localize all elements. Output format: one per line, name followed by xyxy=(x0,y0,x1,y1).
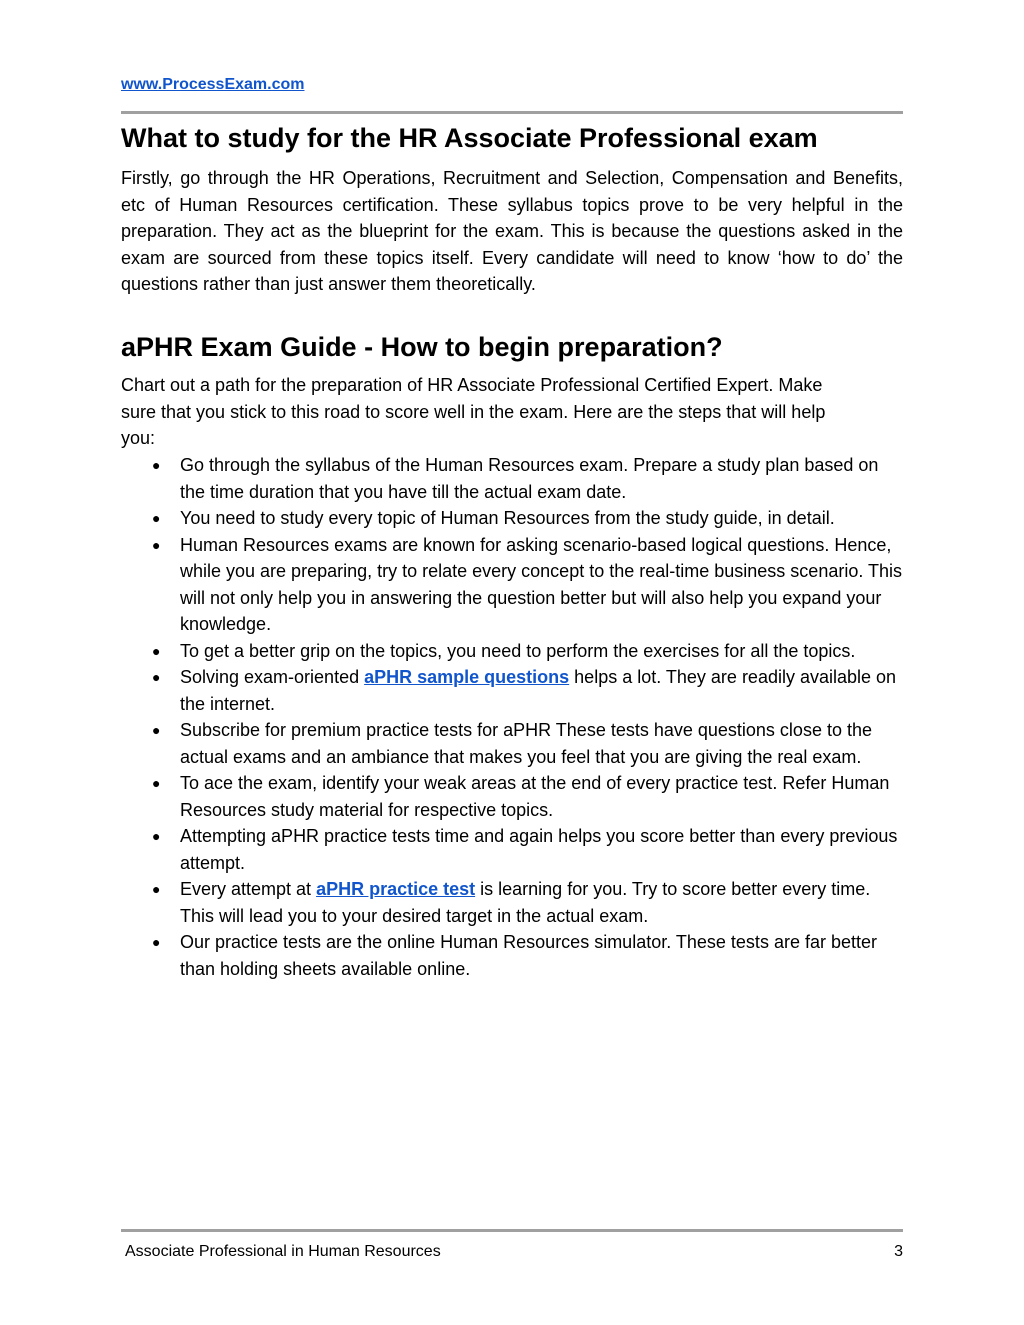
list-item-text: Our practice tests are the online Human Resources simulator. These tests are far better than holding sheets available online. xyxy=(180,932,877,979)
list-item xyxy=(121,638,903,665)
section-heading-what-to-study: What to study for the HR Associate Professional exam xyxy=(121,123,818,153)
list-item-text: Go through the syllabus of the Human Resources exam. Prepare a study plan based on the time duration that you have till the actual exam date. xyxy=(180,455,879,502)
bullet-icon: ● xyxy=(152,934,161,950)
bullet-icon: ● xyxy=(152,510,161,526)
page-number: 3 xyxy=(894,1243,903,1260)
list-item-text-after: helps a lot. They are readily available on the internet. xyxy=(180,667,897,714)
footer-title: Associate Professional in Human Resources xyxy=(125,1243,441,1260)
bullet-icon: ● xyxy=(152,881,161,897)
list-item-text: To get a better grip on the topics, you need to perform the exercises for all the topics. xyxy=(180,640,856,661)
header-divider xyxy=(121,111,903,114)
preparation-steps-list xyxy=(121,452,903,982)
section-heading-exam-guide: aPHR Exam Guide - How to begin preparation? xyxy=(121,332,723,362)
bullet-icon: ● xyxy=(152,775,161,791)
list-item-text-after: is learning for you. Try to score better every time. This will lead you to your desired target in the actual exam. xyxy=(180,879,871,926)
list-item xyxy=(121,505,903,532)
list-item xyxy=(121,876,903,929)
bullet-icon: ● xyxy=(152,457,161,473)
bullet-icon: ● xyxy=(152,536,161,553)
list-item xyxy=(121,664,903,717)
list-item-text-before: Every attempt at xyxy=(180,879,317,899)
section-paragraph-what-to-study: Firstly, go through the HR Operations, Recruitment and Selection, Compensation and Benefits, etc of Human Resources certification. These syllabus topics prove to be very helpful in the preparation. They act as the blueprint for the exam. This is because the questions asked in the exam are sourced from these topics itself. Every candidate will need to know ‘how to do’ the questions rather than just answer them theoretically. xyxy=(121,168,903,294)
section-paragraph-exam-guide: Chart out a path for the preparation of HR Associate Professional Certified Expert. Make sure that you stick to this road to score well in the exam. Here are the steps that will help you: xyxy=(121,375,826,448)
list-item-text: Attempting aPHR practice tests time and again helps you score better than every previous attempt. xyxy=(180,826,898,873)
sample-questions-link[interactable]: aPHR sample questions xyxy=(364,667,570,687)
bullet-icon: ● xyxy=(152,828,161,844)
document-page xyxy=(121,0,903,1325)
list-item xyxy=(121,823,903,876)
list-item-text-before: Solving exam-oriented xyxy=(180,667,365,687)
practice-test-link[interactable]: aPHR practice test xyxy=(316,879,476,899)
list-item xyxy=(121,717,903,770)
list-item xyxy=(121,929,903,982)
list-item-text: Subscribe for premium practice tests for aPHR These tests have questions close to the actual exams and an ambiance that makes you feel that you are giving the real exam. xyxy=(180,720,872,767)
list-item-text: To ace the exam, identify your weak areas at the end of every practice test. Refer Human Resources study material for respective topics. xyxy=(180,773,890,820)
list-item-text: Human Resources exams are known for asking scenario-based logical questions. Hence, while you are preparing, try to relate every concept to the real-time business scenario. This will not only help you in answering the question better but will also help you expand your knowledge. xyxy=(180,534,903,634)
bullet-icon: ● xyxy=(152,669,161,685)
site-link[interactable]: www.ProcessExam.com xyxy=(121,76,305,93)
bullet-icon: ● xyxy=(152,642,161,659)
list-item xyxy=(121,452,903,505)
list-item xyxy=(121,532,903,638)
list-item-text: You need to study every topic of Human Resources from the study guide, in detail. xyxy=(180,508,835,528)
bullet-icon: ● xyxy=(152,722,161,738)
list-item xyxy=(121,770,903,823)
footer-divider xyxy=(121,1229,903,1232)
